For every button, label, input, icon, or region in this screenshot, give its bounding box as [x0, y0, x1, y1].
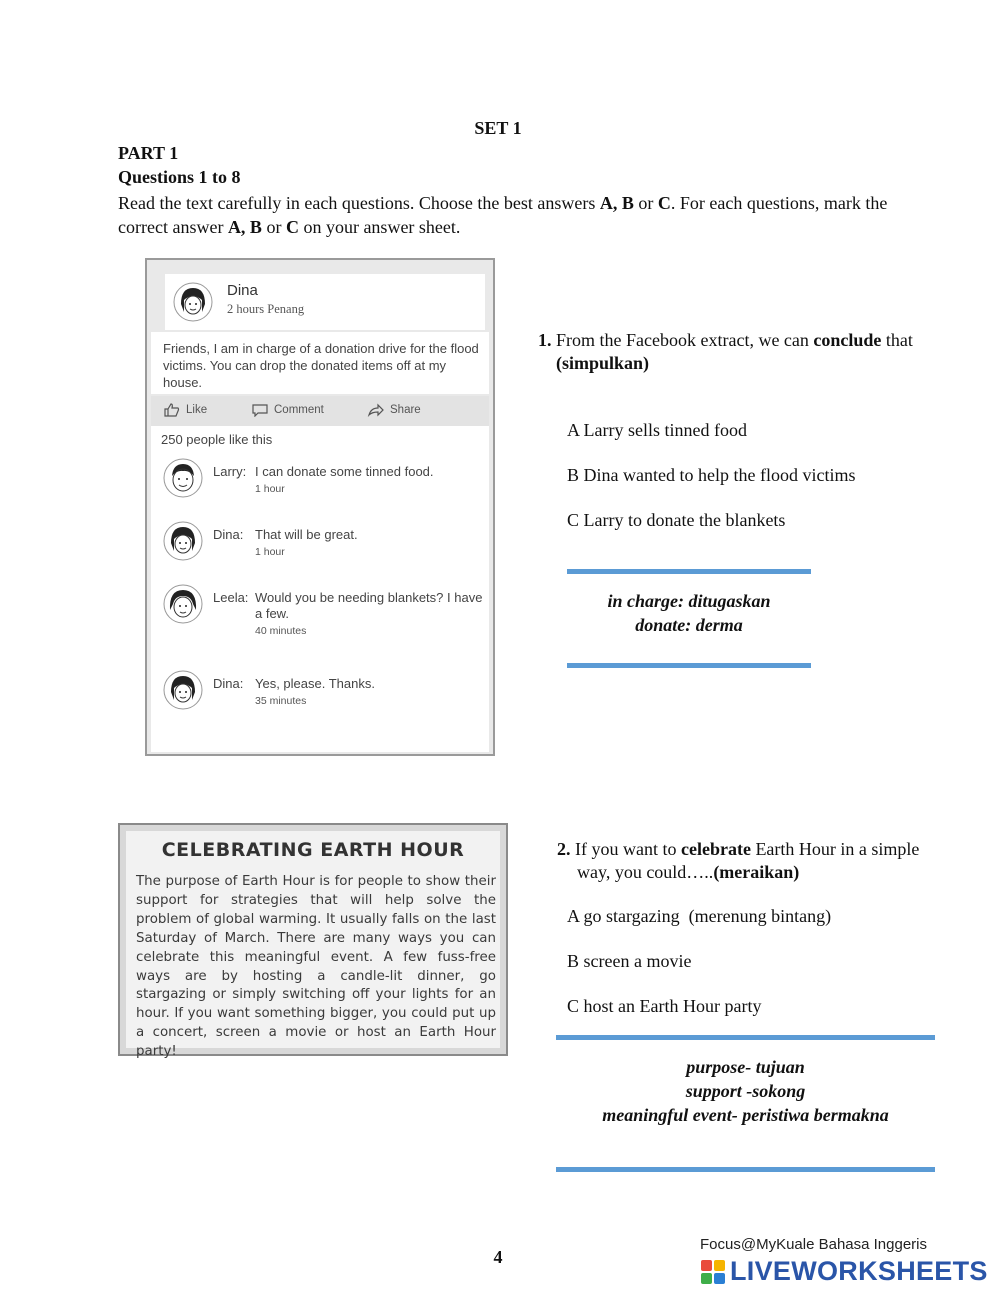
share-action: Share: [367, 403, 421, 417]
divider: [567, 663, 811, 668]
facebook-extract: [145, 258, 495, 756]
leela-avatar: [163, 584, 203, 624]
comment-action: Comment: [251, 403, 324, 417]
post-author: Dina: [227, 282, 258, 299]
question-2-option-b[interactable]: B screen a movie: [567, 951, 692, 971]
comment-name: Dina:: [213, 676, 244, 691]
logo-wordmark: LIVEWORKSHEETS: [730, 1256, 988, 1286]
liveworksheets-logo[interactable]: [700, 1256, 988, 1287]
comment-time: 35 minutes: [255, 695, 307, 707]
dina-avatar: [163, 521, 203, 561]
post-body: [151, 332, 489, 394]
like-action: Like: [163, 403, 207, 417]
comment-time: 1 hour: [255, 483, 285, 495]
post-text: Friends, I am in charge of a donation drive for the flood victims. You can drop the donated items off at my house.: [163, 341, 479, 390]
comment-text: That will be great.: [255, 527, 358, 542]
divider: [567, 569, 811, 574]
likes-count: 250 people like this: [161, 432, 273, 447]
comment-text: Would you be needing blankets? I have a few.: [255, 590, 483, 621]
post-actions: [151, 396, 489, 426]
comment-name: Larry:: [213, 464, 247, 479]
question-2-option-a[interactable]: A go stargazing (merenung bintang): [567, 906, 832, 926]
passage-title: CELEBRATING EARTH HOUR: [161, 839, 465, 861]
question-1-option-a[interactable]: A Larry sells tinned food: [567, 420, 747, 440]
page-number: 4: [493, 1247, 503, 1267]
thumbs-up-icon: [163, 403, 181, 417]
instructions: Read the text carefully in each questions. Choose the best answers A, B or C. For each questions, mark the correct answer A, B or C on your answer sheet.: [118, 193, 888, 237]
comment-name: Leela:: [213, 590, 249, 605]
questions-range: Questions 1 to 8: [118, 167, 241, 187]
comment-text: I can donate some tinned food.: [255, 464, 434, 479]
question-1: 1. From the Facebook extract, we can conclude that (simpulkan): [538, 330, 913, 373]
earth-hour-passage: [118, 823, 508, 1060]
vocab-item: donate: derma: [635, 615, 743, 635]
vocab-item: support -sokong: [685, 1081, 806, 1101]
liveworksheets-icon: [700, 1259, 726, 1285]
divider: [556, 1167, 935, 1172]
larry-avatar: [163, 458, 203, 498]
passage-body: [126, 831, 500, 1060]
vocab-item: purpose- tujuan: [686, 1057, 805, 1077]
post-meta: 2 hours Penang: [227, 302, 305, 316]
comment-time: 1 hour: [255, 546, 285, 558]
question-2-option-c[interactable]: C host an Earth Hour party: [567, 996, 762, 1016]
divider: [556, 1035, 935, 1040]
question-2: 2. If you want to celebrate Earth Hour in a simple way, you could…..(meraikan): [557, 839, 920, 882]
credit-text: Focus@MyKuale Bahasa Inggeris: [700, 1236, 928, 1253]
dina-avatar: [173, 282, 213, 322]
comment-name: Dina:: [213, 527, 244, 542]
post-header: [165, 274, 485, 330]
set-title: SET 1: [474, 118, 522, 138]
vocab-item: in charge: ditugaskan: [607, 591, 771, 611]
part-title: PART 1: [118, 143, 179, 163]
question-1-option-c[interactable]: C Larry to donate the blankets: [567, 510, 786, 530]
passage-text: The purpose of Earth Hour is for people to show their support for strategies that will help solve the problem of global warming. It usually falls on the last Saturday of March. There are many ways you can celebrate this meaningful event. A few fuss-free ways are by hosting a candle-lit dinner, go stargazing or simply switching off your lights for an hour. If you want something bigger, you could put up a concert, screen a movie or host an Earth Hour party!: [136, 874, 496, 1060]
vocab-item: meaningful event- peristiwa bermakna: [602, 1105, 889, 1125]
comment-icon: [251, 403, 269, 417]
share-icon: [367, 403, 385, 417]
dina-avatar: [163, 670, 203, 710]
question-1-option-b[interactable]: B Dina wanted to help the flood victims: [567, 465, 856, 485]
comment-text: Yes, please. Thanks.: [255, 676, 375, 691]
comment-time: 40 minutes: [255, 625, 307, 637]
comments-section: [151, 426, 489, 752]
